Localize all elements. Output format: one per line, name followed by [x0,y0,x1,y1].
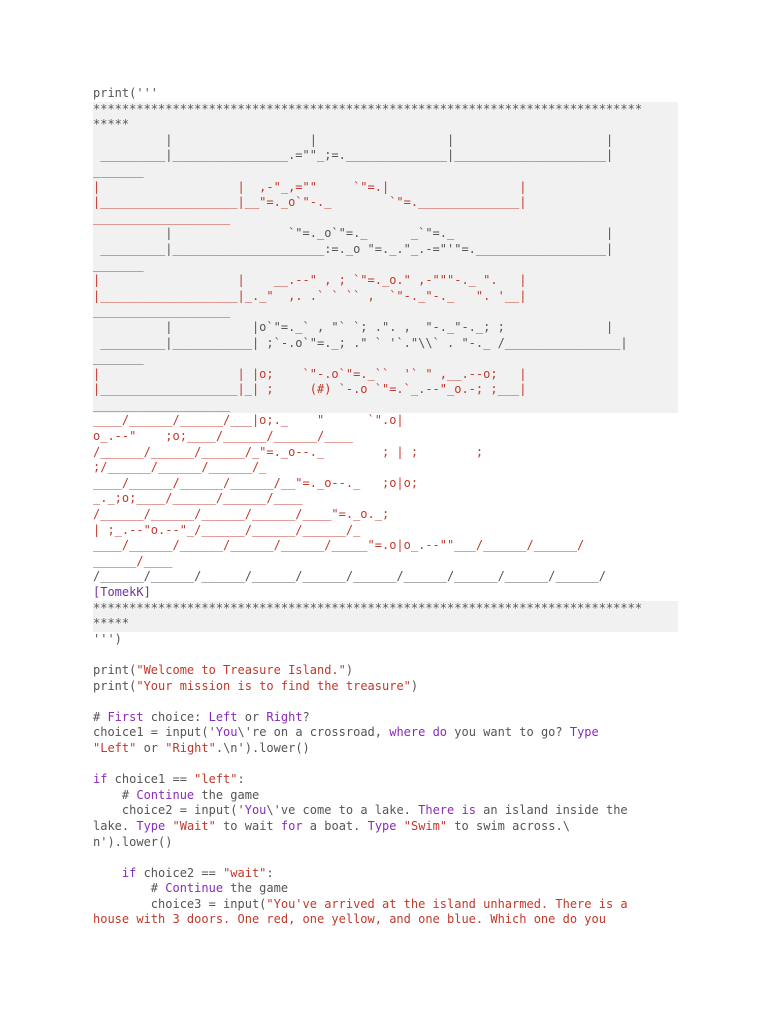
code-line: | ;_.--"o.--"_/______/______/______/_ [93,522,361,537]
code-line: | | | | [93,133,678,149]
code-line [93,772,678,788]
code-line: ''') [93,631,122,646]
code-token: n').lower() [93,834,173,849]
code-line: | | ,-"_,="" `"=.| | [93,180,678,196]
code-token: # [93,709,108,724]
code-line [93,835,678,851]
code-line: ;/______/______/______/_ [93,460,267,475]
code-token: choice1 == [107,772,195,787]
code-line: ___________________ [93,398,678,414]
code-line: ____/______/______/______/__"=._o--._ ;o|o; [93,475,419,490]
code-line [93,897,678,913]
code-token: \'re on a crossroad, [237,725,390,740]
code-line [93,881,678,897]
code-token: Type [136,818,166,833]
code-line: | | |o; `"-.o`"=._`` '` " ,__.--o; | [93,367,678,383]
code-line: | |o`"=._` , "` `; .". , "-._"-._; ; | [93,320,678,336]
code-line: _________|________________.=""_;=.______________|_____________________| [93,148,678,164]
code-token: "Left" [93,740,137,755]
code-token: if [121,865,137,880]
code-line: |___________________|_| ; (#) `-.o `"=.`_.--"_o.-; ;___| [93,382,678,398]
code-line [93,679,678,695]
blank-line [93,757,678,773]
code-token: "Right" [165,740,216,755]
code-line: ______/____ [93,553,173,568]
code-line: ____/______/______/______/______/_____"=.o|o_.--""___/______/______/ [93,538,585,553]
code-token: "Welcome to Treasure Island." [136,662,346,677]
code-token: .\n').lower() [215,740,310,755]
code-line: print(''' [93,86,159,100]
code-line [93,710,678,726]
code-line [93,912,678,928]
code-token: house with 3 doors. One red, one yellow, and one blue. Which one do you [93,912,606,927]
code-token: # [93,787,137,802]
code-token: : [266,865,274,880]
code-line [93,819,678,835]
code-token: a boat. [302,818,368,833]
code-line: _______ [93,164,678,180]
code-line: _________|_____________________:=._o "=._."_.-="'"=.__________________| [93,242,678,258]
code-token: the game [223,881,289,896]
code-token: "left" [194,772,238,787]
code-line: _._;o;____/______/______/____ [93,491,303,506]
code-token: "wait" [223,865,267,880]
code-line [93,663,678,679]
code-token: "You've arrived at the island unharmed. There is a [266,896,628,911]
code-line: /______/______/______/_"=._o--._ ; | ; ; [93,444,484,459]
code-line: | | __.--" , ; `"=._o." ,-"""-._ ". | [93,273,678,289]
code-token: to swim across.\ [447,818,570,833]
code-token: You [215,725,238,740]
code-line: ***** [93,117,678,133]
blank-line [93,647,678,663]
code-line: ___________________ [93,211,678,227]
code-line [93,725,678,741]
code-line: | `"=._o`"=._ _`"=._ | [93,226,678,242]
code-line [93,788,678,804]
code-token: print( [93,662,137,677]
code-token: choice3 = input( [93,896,267,911]
code-token: choice2 = input(' [93,803,245,818]
code-line [93,866,678,882]
code-line: /______/______/______/______/____"=._o._; [93,507,390,522]
code-token: the game [194,787,260,802]
code-line: ____/______/______/___|o;._ " `".o| [93,413,404,428]
code-listing [93,86,678,928]
blank-line [93,850,678,866]
code-token: "Wait" [172,818,216,833]
ascii-art-block [93,86,678,647]
code-line: /______/______/______/______/______/______/______/______/______/______/ [93,569,606,584]
code-token: ) [345,662,354,677]
code-token: choice: [143,709,209,724]
code-token [165,819,172,833]
code-token: an island inside the [475,803,628,818]
code-token: "Your mission is to find the treasure" [136,678,411,693]
code-line: [TomekK] [93,585,151,599]
code-line: ***** [93,616,678,632]
program-code-block [93,663,678,928]
code-token: There is [418,803,476,818]
code-token: ) [410,678,419,693]
code-line: ___________________ [93,304,678,320]
code-token: Continue [165,881,224,896]
code-token: "Swim" [403,818,448,833]
code-token: # [93,881,166,896]
code-token [93,866,122,880]
code-token: or [237,709,267,724]
code-token: or [136,740,166,755]
code-token: \'ve come to a lake. [266,803,419,818]
code-token: lake. [93,818,137,833]
code-token: Left [208,709,238,724]
code-token [397,819,404,833]
code-line [93,741,678,757]
code-line: **************************************************************************** [93,102,678,118]
code-line: _______ [93,351,678,367]
code-token: Right [266,709,303,724]
code-token: Type [367,818,397,833]
code-line [93,803,678,819]
code-token: : [237,772,245,787]
code-token: you want to go? [447,725,570,740]
code-token: choice2 == [136,865,224,880]
code-token: print( [93,678,137,693]
code-line: **************************************************************************** [93,601,678,617]
code-token: choice1 = input(' [93,725,216,740]
code-token: Continue [136,787,195,802]
code-line: |___________________|_._" ,. .` ` `` , `"-._"-._ ". '__| [93,289,678,305]
code-line: _________|___________| ;`-.o`"=._; ." ` '`."\\` . "-._ /________________| [93,336,678,352]
code-token: where do [389,725,448,740]
code-token: You [244,803,267,818]
code-token: to wait [215,818,281,833]
code-token: if [93,772,108,787]
code-line: |___________________|__"=._o`"-._ `"=.______________| [93,195,678,211]
code-line: _______ [93,258,678,274]
code-token: First [107,709,144,724]
blank-line [93,694,678,710]
code-token: ? [302,709,310,724]
code-line: o_.--" ;o;____/______/______/____ [93,429,354,444]
code-token: for [280,818,303,833]
code-token: Type [569,725,599,740]
